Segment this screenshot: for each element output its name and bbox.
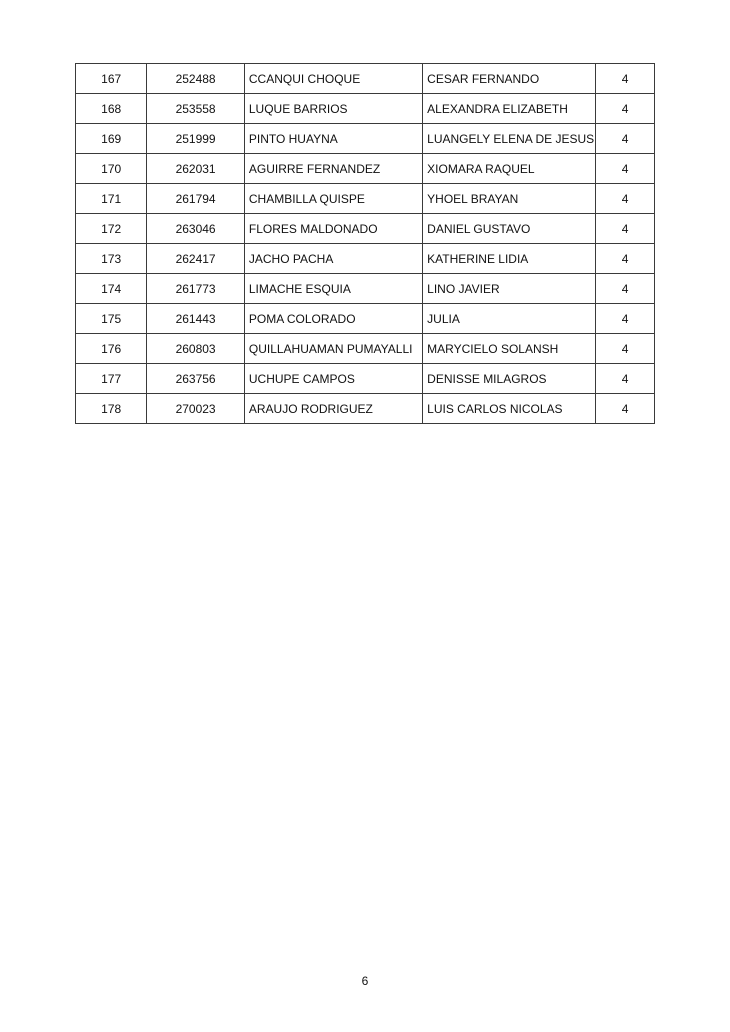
- table-row: [76, 124, 655, 154]
- surname-cell: AGUIRRE FERNANDEZ: [244, 154, 422, 184]
- student-code-cell: 251999: [147, 124, 245, 154]
- student-table: [75, 63, 655, 424]
- surname-cell: UCHUPE CAMPOS: [244, 364, 422, 394]
- surname-cell: POMA COLORADO: [244, 304, 422, 334]
- table-row: [76, 304, 655, 334]
- given-names-cell: CESAR FERNANDO: [423, 64, 596, 94]
- table-row: [76, 394, 655, 424]
- table-row: [76, 244, 655, 274]
- row-number-cell: 178: [76, 394, 147, 424]
- surname-cell: JACHO PACHA: [244, 244, 422, 274]
- score-cell: 4: [596, 64, 655, 94]
- row-number-cell: 168: [76, 94, 147, 124]
- surname-cell: CHAMBILLA QUISPE: [244, 184, 422, 214]
- table-row: [76, 154, 655, 184]
- row-number-cell: 176: [76, 334, 147, 364]
- given-names-cell: LUANGELY ELENA DE JESUS: [423, 124, 596, 154]
- student-code-cell: 262031: [147, 154, 245, 184]
- given-names-cell: KATHERINE LIDIA: [423, 244, 596, 274]
- table-row: [76, 184, 655, 214]
- page-number: 6: [361, 974, 369, 988]
- given-names-cell: YHOEL BRAYAN: [423, 184, 596, 214]
- student-code-cell: 261773: [147, 274, 245, 304]
- table-row: [76, 334, 655, 364]
- score-cell: 4: [596, 154, 655, 184]
- student-code-cell: 270023: [147, 394, 245, 424]
- score-cell: 4: [596, 274, 655, 304]
- surname-cell: LUQUE BARRIOS: [244, 94, 422, 124]
- surname-cell: LIMACHE ESQUIA: [244, 274, 422, 304]
- surname-cell: ARAUJO RODRIGUEZ: [244, 394, 422, 424]
- row-number-cell: 170: [76, 154, 147, 184]
- student-table-body: [76, 64, 655, 424]
- given-names-cell: MARYCIELO SOLANSH: [423, 334, 596, 364]
- student-code-cell: 262417: [147, 244, 245, 274]
- row-number-cell: 177: [76, 364, 147, 394]
- row-number-cell: 172: [76, 214, 147, 244]
- student-code-cell: 252488: [147, 64, 245, 94]
- table-row: [76, 64, 655, 94]
- table-row: [76, 94, 655, 124]
- table-row: [76, 214, 655, 244]
- student-code-cell: 253558: [147, 94, 245, 124]
- given-names-cell: XIOMARA RAQUEL: [423, 154, 596, 184]
- score-cell: 4: [596, 304, 655, 334]
- given-names-cell: DANIEL GUSTAVO: [423, 214, 596, 244]
- table-row: [76, 274, 655, 304]
- score-cell: 4: [596, 124, 655, 154]
- row-number-cell: 174: [76, 274, 147, 304]
- student-code-cell: 263046: [147, 214, 245, 244]
- row-number-cell: 171: [76, 184, 147, 214]
- row-number-cell: 169: [76, 124, 147, 154]
- score-cell: 4: [596, 94, 655, 124]
- score-cell: 4: [596, 244, 655, 274]
- row-number-cell: 173: [76, 244, 147, 274]
- score-cell: 4: [596, 214, 655, 244]
- score-cell: 4: [596, 184, 655, 214]
- surname-cell: PINTO HUAYNA: [244, 124, 422, 154]
- row-number-cell: 167: [76, 64, 147, 94]
- table-row: [76, 364, 655, 394]
- given-names-cell: DENISSE MILAGROS: [423, 364, 596, 394]
- score-cell: 4: [596, 364, 655, 394]
- student-code-cell: 261443: [147, 304, 245, 334]
- given-names-cell: LINO JAVIER: [423, 274, 596, 304]
- student-code-cell: 263756: [147, 364, 245, 394]
- student-code-cell: 261794: [147, 184, 245, 214]
- row-number-cell: 175: [76, 304, 147, 334]
- surname-cell: QUILLAHUAMAN PUMAYALLI: [244, 334, 422, 364]
- score-cell: 4: [596, 334, 655, 364]
- score-cell: 4: [596, 394, 655, 424]
- given-names-cell: JULIA: [423, 304, 596, 334]
- given-names-cell: ALEXANDRA ELIZABETH: [423, 94, 596, 124]
- surname-cell: CCANQUI CHOQUE: [244, 64, 422, 94]
- student-code-cell: 260803: [147, 334, 245, 364]
- given-names-cell: LUIS CARLOS NICOLAS: [423, 394, 596, 424]
- surname-cell: FLORES MALDONADO: [244, 214, 422, 244]
